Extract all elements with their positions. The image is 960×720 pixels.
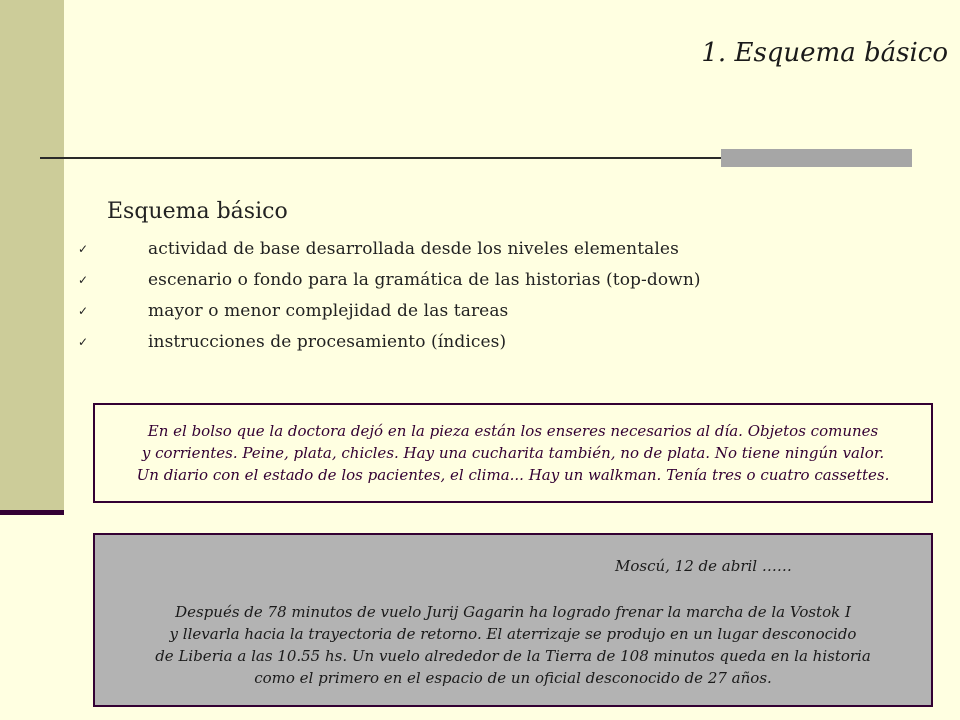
title-divider-accent — [721, 149, 912, 167]
news-line: Después de 78 minutos de vuelo Jurij Gagarin ha logrado frenar la marcha de la Vostok I — [175, 603, 851, 621]
sidebar-cap — [0, 510, 64, 515]
list-item — [78, 326, 701, 357]
quote-line: y corrientes. Peine, plata, chicles. Hay una cucharita también, no de plata. No tiene ningún valor. — [141, 444, 885, 462]
quote-line: En el bolso que la doctora dejó en la pieza están los enseres necesarios al día. Objetos comunes — [147, 422, 879, 440]
quote-box — [93, 403, 933, 503]
bullet-text: mayor o menor complejidad de las tareas — [148, 300, 509, 321]
bullet-text: instrucciones de procesamiento (índices) — [148, 331, 507, 352]
news-line: como el primero en el espacio de un oficial desconocido de 27 años. — [254, 669, 772, 687]
bullet-text: escenario o fondo para la gramática de las historias (top-down) — [148, 269, 701, 290]
checkmark-icon: ✓ — [78, 334, 89, 349]
section-number: 1. — [44, 206, 56, 220]
news-dateline: Moscú, 12 de abril …… — [615, 557, 792, 575]
news-line: de Liberia a las 10.55 hs. Un vuelo alrededor de la Tierra de 108 minutos queda en la historia — [155, 647, 871, 665]
checkmark-icon: ✓ — [78, 272, 89, 287]
quote-line: Un diario con el estado de los pacientes, el clima... Hay un walkman. Tenía tres o cuatro cassettes. — [136, 466, 890, 484]
checkmark-icon: ✓ — [78, 303, 89, 318]
checkmark-icon: ✓ — [78, 241, 89, 256]
bullet-text: actividad de base desarrollada desde los niveles elementales — [148, 238, 679, 259]
list-item — [78, 295, 701, 326]
bullet-list — [78, 233, 701, 357]
sidebar-bar — [0, 0, 64, 510]
list-item — [78, 264, 701, 295]
slide-title: 1. Esquema básico — [701, 38, 948, 68]
news-line: y llevarla hacia la trayectoria de retorno. El aterrizaje se produjo en un lugar desconocido — [169, 625, 857, 643]
list-item — [78, 233, 701, 264]
news-box — [93, 533, 933, 707]
section-heading: Esquema básico — [107, 199, 288, 224]
